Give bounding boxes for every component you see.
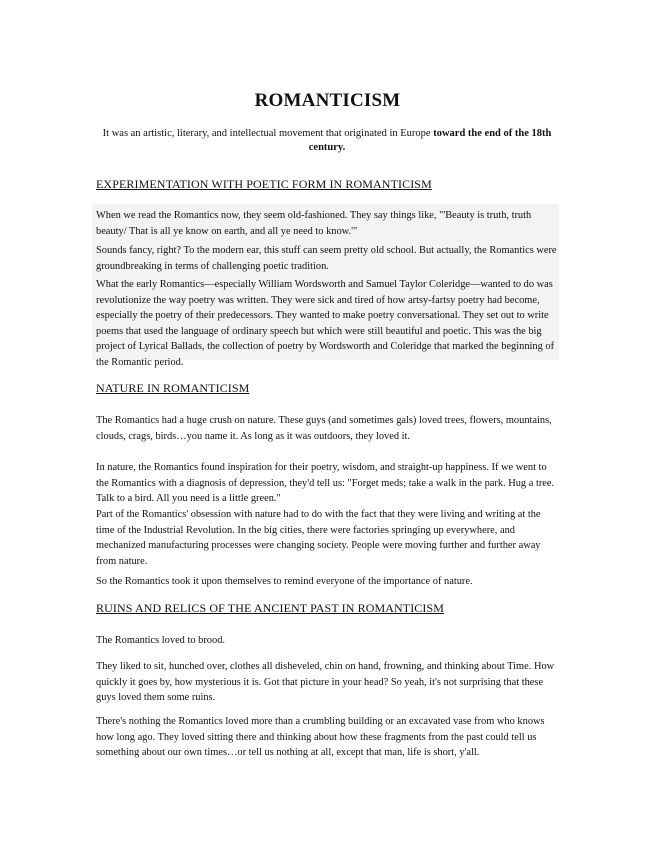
paragraph: Sounds fancy, right? To the modern ear, this stuff can seem pretty old school. But actually, the Romantics were groundbreaking in terms of challenging poetic tradition. [96, 245, 557, 272]
paragraph: What the early Romantics—especially William Wordsworth and Samuel Taylor Coleridge—wanted to do was revolutionize the way poetry was written. They were sick and tired of how artsy-fartsy poetry had become, especially the poetry of their predecessors. They wanted to make poetry conversational. They set out to write poems that used the language of ordinary speech but which were still beautiful and poetic. This was the big project of Lyrical Ballads, the collection of poetry by Wordsworth and Coleridge that marked the beginning of the Romantic period. [96, 279, 555, 368]
paragraph: They liked to sit, hunched over, clothes all disheveled, chin on hand, frowning, and thinking about Time. How quickly it goes by, how mysterious it is. Got that picture in your head? So yeah, it's not surprising that these guys loved them some ruins. [96, 661, 555, 703]
paragraph: The Romantics loved to brood. [96, 635, 225, 646]
document-title: ROMANTICISM [254, 90, 401, 111]
intro-bold-text: toward the end of the 18th century. [308, 128, 552, 153]
paragraph: The Romantics had a huge crush on nature. These guys (and sometimes gals) loved trees, flowers, mountains, clouds, crags, birds…you name it. As long as it was outdoors, they loved it. [96, 415, 552, 442]
section-heading-ruins: RUINS AND RELICS OF THE ANCIENT PAST IN ROMANTICISM [96, 601, 445, 615]
paragraph: Part of the Romantics' obsession with nature had to do with the fact that they were living and writing at the time of the Industrial Revolution. In the big cities, there were factories springing up everywhere, and mechanized manufacturing processes were changing society. People were moving further and further away from nature. [96, 509, 541, 567]
paragraph: In nature, the Romantics found inspiration for their poetry, wisdom, and straight-up happiness. If we went to the Romantics with a diagnosis of depression, they'd tell us: "Forget meds; take a walk in the park. Hug a tree. Talk to a bird. All you need is a little green." [96, 462, 555, 504]
paragraph: When we read the Romantics now, they seem old-fashioned. They say things like, "'Beauty is truth, truth beauty/ That is all ye know on earth, and all ye need to know.'" [96, 210, 532, 237]
section-heading-nature: NATURE IN ROMANTICISM [96, 381, 250, 395]
section-heading-poetic-form: EXPERIMENTATION WITH POETIC FORM IN ROMANTICISM [96, 177, 432, 191]
paragraph: There's nothing the Romantics loved more than a crumbling building or an excavated vase from who knows how long ago. They loved sitting there and thinking about how these fragments from the past could tell us something about our own times…or tell us nothing at all, except that man, life is short, y'all. [96, 716, 545, 758]
intro-paragraph [96, 127, 558, 155]
intro-text: It was an artistic, literary, and intellectual movement that originated in Europe [102, 128, 434, 139]
paragraph: So the Romantics took it upon themselves to remind everyone of the importance of nature. [96, 576, 473, 587]
